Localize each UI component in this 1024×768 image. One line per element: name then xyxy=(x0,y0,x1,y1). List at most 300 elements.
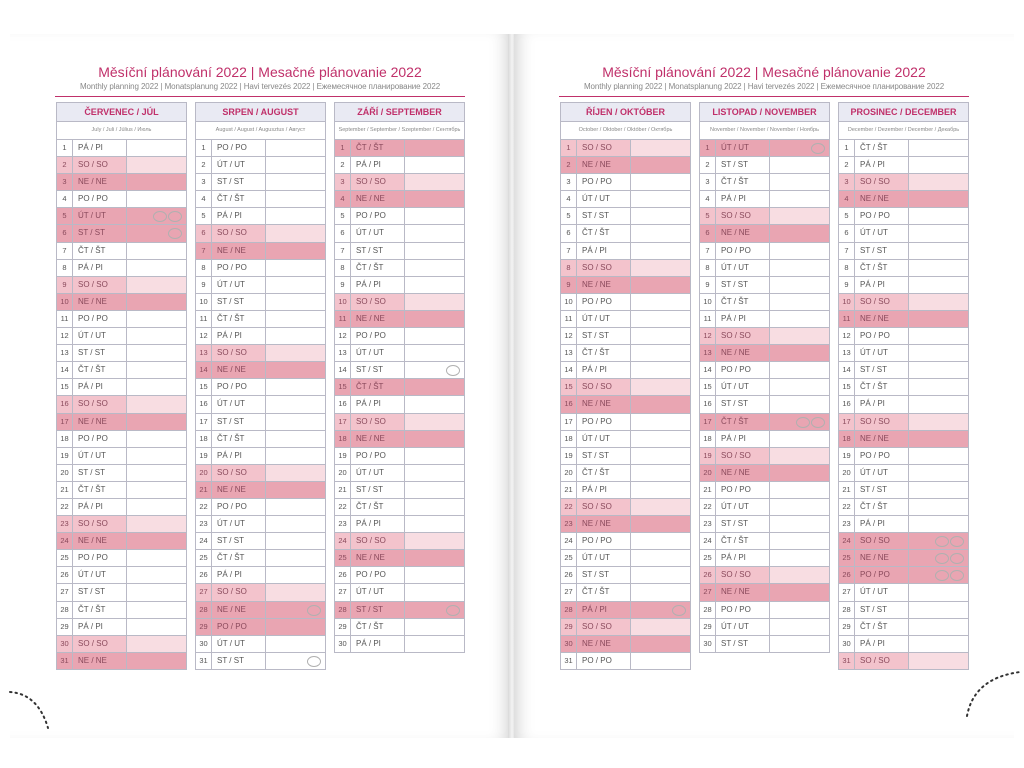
day-row[interactable] xyxy=(334,533,465,550)
day-row[interactable] xyxy=(560,225,691,242)
note-cell[interactable] xyxy=(127,174,186,190)
day-row[interactable] xyxy=(699,191,830,208)
note-cell[interactable] xyxy=(266,225,325,241)
note-cell[interactable] xyxy=(631,157,690,173)
day-row[interactable] xyxy=(195,602,326,619)
day-row[interactable] xyxy=(699,499,830,516)
day-row[interactable] xyxy=(838,567,969,584)
note-cell[interactable] xyxy=(405,414,464,430)
day-row[interactable] xyxy=(334,465,465,482)
note-cell[interactable] xyxy=(909,379,968,395)
day-row[interactable] xyxy=(838,225,969,242)
day-row[interactable] xyxy=(838,619,969,636)
note-cell[interactable] xyxy=(770,396,829,412)
day-row[interactable] xyxy=(334,174,465,191)
day-row[interactable] xyxy=(560,482,691,499)
note-cell[interactable] xyxy=(631,277,690,293)
day-row[interactable] xyxy=(56,345,187,362)
note-cell[interactable] xyxy=(631,516,690,532)
note-cell[interactable] xyxy=(631,328,690,344)
day-row[interactable] xyxy=(699,533,830,550)
note-cell[interactable] xyxy=(405,516,464,532)
note-cell[interactable] xyxy=(770,465,829,481)
note-cell[interactable] xyxy=(127,379,186,395)
note-cell[interactable] xyxy=(127,619,186,635)
note-cell[interactable] xyxy=(266,208,325,224)
day-row[interactable] xyxy=(560,550,691,567)
note-cell[interactable] xyxy=(405,482,464,498)
day-row[interactable] xyxy=(560,277,691,294)
day-row[interactable] xyxy=(560,465,691,482)
note-cell[interactable] xyxy=(631,636,690,652)
day-row[interactable] xyxy=(838,602,969,619)
day-row[interactable] xyxy=(334,243,465,260)
note-cell[interactable] xyxy=(266,379,325,395)
day-row[interactable] xyxy=(699,636,830,653)
note-cell[interactable] xyxy=(405,431,464,447)
note-cell[interactable] xyxy=(770,431,829,447)
day-row[interactable] xyxy=(195,345,326,362)
note-cell[interactable] xyxy=(405,379,464,395)
note-cell[interactable] xyxy=(631,602,690,618)
day-row[interactable] xyxy=(195,465,326,482)
note-cell[interactable] xyxy=(770,550,829,566)
note-cell[interactable] xyxy=(266,448,325,464)
note-cell[interactable] xyxy=(266,311,325,327)
note-cell[interactable] xyxy=(266,567,325,583)
note-cell[interactable] xyxy=(909,653,968,669)
note-cell[interactable] xyxy=(770,362,829,378)
day-row[interactable] xyxy=(195,157,326,174)
note-cell[interactable] xyxy=(909,465,968,481)
note-cell[interactable] xyxy=(405,311,464,327)
day-row[interactable] xyxy=(699,448,830,465)
day-row[interactable] xyxy=(56,225,187,242)
note-cell[interactable] xyxy=(127,362,186,378)
day-row[interactable] xyxy=(195,140,326,157)
day-row[interactable] xyxy=(334,225,465,242)
day-row[interactable] xyxy=(56,362,187,379)
day-row[interactable] xyxy=(195,362,326,379)
note-cell[interactable] xyxy=(631,208,690,224)
note-cell[interactable] xyxy=(127,277,186,293)
note-cell[interactable] xyxy=(909,345,968,361)
note-cell[interactable] xyxy=(405,602,464,618)
note-cell[interactable] xyxy=(266,602,325,618)
day-row[interactable] xyxy=(195,567,326,584)
day-row[interactable] xyxy=(838,516,969,533)
day-row[interactable] xyxy=(56,653,187,670)
day-row[interactable] xyxy=(56,584,187,601)
day-row[interactable] xyxy=(699,174,830,191)
day-row[interactable] xyxy=(334,550,465,567)
day-row[interactable] xyxy=(560,636,691,653)
day-row[interactable] xyxy=(838,396,969,413)
note-cell[interactable] xyxy=(909,174,968,190)
note-cell[interactable] xyxy=(909,328,968,344)
note-cell[interactable] xyxy=(631,465,690,481)
note-cell[interactable] xyxy=(405,499,464,515)
note-cell[interactable] xyxy=(631,362,690,378)
note-cell[interactable] xyxy=(909,619,968,635)
day-row[interactable] xyxy=(838,174,969,191)
note-cell[interactable] xyxy=(770,208,829,224)
day-row[interactable] xyxy=(699,225,830,242)
note-cell[interactable] xyxy=(405,550,464,566)
day-row[interactable] xyxy=(838,379,969,396)
note-cell[interactable] xyxy=(770,414,829,430)
day-row[interactable] xyxy=(699,431,830,448)
note-cell[interactable] xyxy=(909,636,968,652)
note-cell[interactable] xyxy=(266,174,325,190)
day-row[interactable] xyxy=(195,550,326,567)
day-row[interactable] xyxy=(56,260,187,277)
note-cell[interactable] xyxy=(909,550,968,566)
note-cell[interactable] xyxy=(266,362,325,378)
note-cell[interactable] xyxy=(631,550,690,566)
note-cell[interactable] xyxy=(770,243,829,259)
note-cell[interactable] xyxy=(266,345,325,361)
day-row[interactable] xyxy=(334,379,465,396)
day-row[interactable] xyxy=(838,157,969,174)
day-row[interactable] xyxy=(838,448,969,465)
note-cell[interactable] xyxy=(631,482,690,498)
note-cell[interactable] xyxy=(770,294,829,310)
day-row[interactable] xyxy=(699,567,830,584)
note-cell[interactable] xyxy=(909,311,968,327)
note-cell[interactable] xyxy=(770,602,829,618)
day-row[interactable] xyxy=(56,482,187,499)
note-cell[interactable] xyxy=(127,431,186,447)
note-cell[interactable] xyxy=(266,636,325,652)
day-row[interactable] xyxy=(334,294,465,311)
note-cell[interactable] xyxy=(770,584,829,600)
day-row[interactable] xyxy=(699,379,830,396)
day-row[interactable] xyxy=(560,379,691,396)
note-cell[interactable] xyxy=(405,448,464,464)
note-cell[interactable] xyxy=(405,567,464,583)
day-row[interactable] xyxy=(560,294,691,311)
note-cell[interactable] xyxy=(909,396,968,412)
day-row[interactable] xyxy=(195,294,326,311)
day-row[interactable] xyxy=(838,294,969,311)
note-cell[interactable] xyxy=(631,345,690,361)
note-cell[interactable] xyxy=(405,636,464,652)
note-cell[interactable] xyxy=(909,431,968,447)
note-cell[interactable] xyxy=(127,414,186,430)
day-row[interactable] xyxy=(56,465,187,482)
note-cell[interactable] xyxy=(770,260,829,276)
note-cell[interactable] xyxy=(770,225,829,241)
note-cell[interactable] xyxy=(770,311,829,327)
day-row[interactable] xyxy=(699,208,830,225)
note-cell[interactable] xyxy=(631,584,690,600)
day-row[interactable] xyxy=(56,140,187,157)
day-row[interactable] xyxy=(838,277,969,294)
day-row[interactable] xyxy=(699,140,830,157)
day-row[interactable] xyxy=(195,396,326,413)
day-row[interactable] xyxy=(560,431,691,448)
day-row[interactable] xyxy=(699,619,830,636)
note-cell[interactable] xyxy=(631,174,690,190)
day-row[interactable] xyxy=(838,499,969,516)
note-cell[interactable] xyxy=(405,619,464,635)
note-cell[interactable] xyxy=(909,225,968,241)
day-row[interactable] xyxy=(56,414,187,431)
note-cell[interactable] xyxy=(909,260,968,276)
note-cell[interactable] xyxy=(127,208,186,224)
day-row[interactable] xyxy=(56,533,187,550)
day-row[interactable] xyxy=(195,328,326,345)
note-cell[interactable] xyxy=(909,277,968,293)
day-row[interactable] xyxy=(334,636,465,653)
day-row[interactable] xyxy=(334,482,465,499)
day-row[interactable] xyxy=(838,345,969,362)
note-cell[interactable] xyxy=(631,191,690,207)
note-cell[interactable] xyxy=(405,465,464,481)
note-cell[interactable] xyxy=(127,516,186,532)
day-row[interactable] xyxy=(56,191,187,208)
note-cell[interactable] xyxy=(770,516,829,532)
note-cell[interactable] xyxy=(127,345,186,361)
note-cell[interactable] xyxy=(909,602,968,618)
note-cell[interactable] xyxy=(770,379,829,395)
day-row[interactable] xyxy=(334,516,465,533)
note-cell[interactable] xyxy=(266,140,325,156)
day-row[interactable] xyxy=(560,311,691,328)
day-row[interactable] xyxy=(334,602,465,619)
day-row[interactable] xyxy=(195,260,326,277)
note-cell[interactable] xyxy=(405,208,464,224)
day-row[interactable] xyxy=(560,243,691,260)
day-row[interactable] xyxy=(560,396,691,413)
note-cell[interactable] xyxy=(127,550,186,566)
note-cell[interactable] xyxy=(266,414,325,430)
day-row[interactable] xyxy=(334,567,465,584)
day-row[interactable] xyxy=(838,362,969,379)
note-cell[interactable] xyxy=(127,602,186,618)
note-cell[interactable] xyxy=(266,277,325,293)
day-row[interactable] xyxy=(838,431,969,448)
note-cell[interactable] xyxy=(631,431,690,447)
day-row[interactable] xyxy=(838,260,969,277)
note-cell[interactable] xyxy=(631,379,690,395)
note-cell[interactable] xyxy=(266,157,325,173)
day-row[interactable] xyxy=(56,516,187,533)
day-row[interactable] xyxy=(838,243,969,260)
day-row[interactable] xyxy=(560,140,691,157)
note-cell[interactable] xyxy=(127,260,186,276)
note-cell[interactable] xyxy=(405,345,464,361)
day-row[interactable] xyxy=(560,448,691,465)
day-row[interactable] xyxy=(560,602,691,619)
note-cell[interactable] xyxy=(127,243,186,259)
day-row[interactable] xyxy=(699,362,830,379)
day-row[interactable] xyxy=(838,653,969,670)
day-row[interactable] xyxy=(838,465,969,482)
day-row[interactable] xyxy=(334,191,465,208)
note-cell[interactable] xyxy=(405,260,464,276)
note-cell[interactable] xyxy=(770,482,829,498)
day-row[interactable] xyxy=(699,482,830,499)
note-cell[interactable] xyxy=(770,140,829,156)
note-cell[interactable] xyxy=(405,294,464,310)
day-row[interactable] xyxy=(699,243,830,260)
day-row[interactable] xyxy=(699,260,830,277)
note-cell[interactable] xyxy=(127,396,186,412)
note-cell[interactable] xyxy=(909,140,968,156)
note-cell[interactable] xyxy=(405,533,464,549)
note-cell[interactable] xyxy=(266,260,325,276)
note-cell[interactable] xyxy=(405,225,464,241)
day-row[interactable] xyxy=(56,602,187,619)
note-cell[interactable] xyxy=(631,260,690,276)
day-row[interactable] xyxy=(195,311,326,328)
day-row[interactable] xyxy=(560,584,691,601)
day-row[interactable] xyxy=(560,499,691,516)
note-cell[interactable] xyxy=(266,482,325,498)
note-cell[interactable] xyxy=(631,567,690,583)
note-cell[interactable] xyxy=(127,191,186,207)
day-row[interactable] xyxy=(699,277,830,294)
note-cell[interactable] xyxy=(631,414,690,430)
note-cell[interactable] xyxy=(631,533,690,549)
day-row[interactable] xyxy=(838,311,969,328)
note-cell[interactable] xyxy=(127,311,186,327)
note-cell[interactable] xyxy=(127,567,186,583)
note-cell[interactable] xyxy=(770,277,829,293)
day-row[interactable] xyxy=(699,157,830,174)
day-row[interactable] xyxy=(699,328,830,345)
note-cell[interactable] xyxy=(266,396,325,412)
day-row[interactable] xyxy=(560,174,691,191)
note-cell[interactable] xyxy=(266,243,325,259)
day-row[interactable] xyxy=(838,191,969,208)
note-cell[interactable] xyxy=(631,499,690,515)
day-row[interactable] xyxy=(838,533,969,550)
note-cell[interactable] xyxy=(770,567,829,583)
day-row[interactable] xyxy=(195,379,326,396)
day-row[interactable] xyxy=(56,448,187,465)
note-cell[interactable] xyxy=(631,653,690,669)
day-row[interactable] xyxy=(334,362,465,379)
note-cell[interactable] xyxy=(405,584,464,600)
day-row[interactable] xyxy=(195,225,326,242)
day-row[interactable] xyxy=(195,174,326,191)
note-cell[interactable] xyxy=(631,243,690,259)
day-row[interactable] xyxy=(560,516,691,533)
day-row[interactable] xyxy=(560,191,691,208)
note-cell[interactable] xyxy=(266,533,325,549)
note-cell[interactable] xyxy=(770,191,829,207)
note-cell[interactable] xyxy=(909,567,968,583)
day-row[interactable] xyxy=(334,584,465,601)
note-cell[interactable] xyxy=(631,140,690,156)
day-row[interactable] xyxy=(334,414,465,431)
day-row[interactable] xyxy=(838,208,969,225)
note-cell[interactable] xyxy=(405,277,464,293)
note-cell[interactable] xyxy=(909,414,968,430)
day-row[interactable] xyxy=(195,533,326,550)
day-row[interactable] xyxy=(195,191,326,208)
day-row[interactable] xyxy=(56,243,187,260)
day-row[interactable] xyxy=(334,208,465,225)
note-cell[interactable] xyxy=(909,584,968,600)
day-row[interactable] xyxy=(56,277,187,294)
note-cell[interactable] xyxy=(266,431,325,447)
day-row[interactable] xyxy=(195,516,326,533)
note-cell[interactable] xyxy=(266,465,325,481)
note-cell[interactable] xyxy=(127,584,186,600)
note-cell[interactable] xyxy=(770,448,829,464)
note-cell[interactable] xyxy=(266,584,325,600)
note-cell[interactable] xyxy=(127,533,186,549)
day-row[interactable] xyxy=(334,140,465,157)
note-cell[interactable] xyxy=(127,465,186,481)
note-cell[interactable] xyxy=(266,328,325,344)
day-row[interactable] xyxy=(195,584,326,601)
note-cell[interactable] xyxy=(266,516,325,532)
note-cell[interactable] xyxy=(127,294,186,310)
day-row[interactable] xyxy=(838,328,969,345)
note-cell[interactable] xyxy=(127,482,186,498)
note-cell[interactable] xyxy=(266,294,325,310)
day-row[interactable] xyxy=(195,653,326,670)
day-row[interactable] xyxy=(195,636,326,653)
note-cell[interactable] xyxy=(405,174,464,190)
day-row[interactable] xyxy=(560,653,691,670)
day-row[interactable] xyxy=(838,550,969,567)
day-row[interactable] xyxy=(699,584,830,601)
note-cell[interactable] xyxy=(909,482,968,498)
day-row[interactable] xyxy=(838,636,969,653)
note-cell[interactable] xyxy=(127,499,186,515)
note-cell[interactable] xyxy=(405,243,464,259)
day-row[interactable] xyxy=(699,294,830,311)
note-cell[interactable] xyxy=(631,225,690,241)
day-row[interactable] xyxy=(334,619,465,636)
note-cell[interactable] xyxy=(127,225,186,241)
day-row[interactable] xyxy=(838,414,969,431)
note-cell[interactable] xyxy=(909,516,968,532)
note-cell[interactable] xyxy=(405,362,464,378)
day-row[interactable] xyxy=(699,345,830,362)
day-row[interactable] xyxy=(560,328,691,345)
note-cell[interactable] xyxy=(631,294,690,310)
note-cell[interactable] xyxy=(909,362,968,378)
note-cell[interactable] xyxy=(909,157,968,173)
day-row[interactable] xyxy=(56,328,187,345)
day-row[interactable] xyxy=(699,465,830,482)
day-row[interactable] xyxy=(56,157,187,174)
day-row[interactable] xyxy=(560,260,691,277)
day-row[interactable] xyxy=(56,550,187,567)
note-cell[interactable] xyxy=(631,448,690,464)
note-cell[interactable] xyxy=(909,191,968,207)
day-row[interactable] xyxy=(699,396,830,413)
note-cell[interactable] xyxy=(770,533,829,549)
day-row[interactable] xyxy=(56,174,187,191)
day-row[interactable] xyxy=(838,584,969,601)
day-row[interactable] xyxy=(195,431,326,448)
note-cell[interactable] xyxy=(127,636,186,652)
day-row[interactable] xyxy=(560,567,691,584)
day-row[interactable] xyxy=(560,619,691,636)
day-row[interactable] xyxy=(56,294,187,311)
day-row[interactable] xyxy=(560,157,691,174)
day-row[interactable] xyxy=(56,396,187,413)
day-row[interactable] xyxy=(699,414,830,431)
